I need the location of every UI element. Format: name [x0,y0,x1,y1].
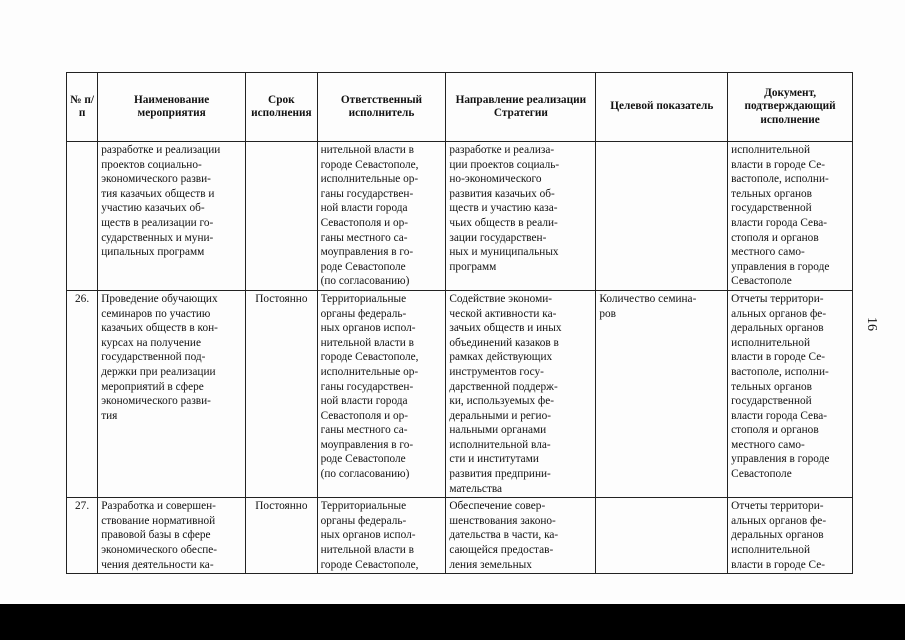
cell-line: казачьих обществ в кон- [101,322,218,335]
cell-line: исполнительные ор- [320,173,419,186]
cell-line: нительной власти в [320,144,414,156]
cell-line: ципальных программ [101,246,205,259]
scan-border [0,604,905,640]
cell-line: ществ в реализации го- [101,216,214,229]
cell-line: Севастополя и ор- [320,409,409,422]
header-document: Документ, подтверждающий исполнение [728,73,853,142]
cell-line: деральных органов [731,322,824,335]
cell-line: нительной власти в [320,544,414,557]
cell-line: ных органов испол- [320,322,416,335]
cell-line: Количество семина- [599,292,697,305]
cell-line: проектов социально- [101,158,202,171]
cell-line: государственной [731,202,812,215]
cell-line: органы федераль- [320,514,407,527]
header-target: Целевой показатель [596,73,728,142]
cell-line: правовой базы в сфере [101,529,211,542]
cell-line: власти города Сева- [731,216,828,229]
cell-resp [317,498,446,574]
cell-line: власти в городе Се- [731,558,825,571]
cell-line: органы федераль- [320,307,407,320]
cell-resp [317,142,446,291]
cell-line: ных и муниципальных [449,246,559,259]
cell-line: Отчеты территори- [731,500,824,513]
cell-line: роде Севастополе [320,453,406,466]
cell-line: Севастополе [731,275,792,288]
cell-line: местного само- [731,438,805,451]
cell-line: программ [449,260,497,273]
cell-line: (по согласованию) [320,468,410,481]
cell-line: нальными органами [449,424,547,437]
cell-line: Территориальные [320,500,407,513]
cell-dir [446,290,596,497]
cell-line: сударственных и муни- [101,231,214,244]
cell-term: Постоянно [246,290,317,497]
cell-line: нительной власти в [320,336,414,349]
row-number: 26. [67,290,98,497]
cell-line: развития казачьих об- [449,187,555,200]
cell-line: деральными и регио- [449,409,551,422]
cell-line: государственной под- [101,351,206,364]
cell-line: тельных органов [731,380,812,393]
cell-line: власти в городе Се- [731,158,825,171]
table-header-row [67,73,853,142]
cell-line: управления в городе [731,260,830,273]
cell-line: исполнительной [731,336,810,349]
cell-line: власти города Сева- [731,409,828,422]
cell-line: ганы местного са- [320,424,408,437]
cell-line: зации государствен- [449,231,547,244]
row-number [67,142,98,291]
cell-line: Содействие экономи- [449,292,553,305]
cell-line: вастополе, исполни- [731,365,829,378]
header-name: Наименование мероприятия [98,73,246,142]
cell-line: мательства [449,482,503,495]
cell-line: исполнительной вла- [449,438,551,451]
cell-line: стополя и органов [731,231,819,244]
cell-line: Территориальные [320,292,407,305]
cell-name [98,290,246,497]
cell-line: участию казачьих об- [101,202,205,215]
cell-line: тельных органов [731,187,812,200]
cell-target [596,290,728,497]
cell-line: Обеспечение совер- [449,500,546,513]
cell-line: исполнительной [731,144,810,156]
cell-line: инструментов госу- [449,365,544,378]
cell-line: местного само- [731,246,805,259]
cell-line: чьих обществ в реали- [449,216,558,229]
cell-line: зачьих обществ и иных [449,322,562,335]
cell-line: тия [101,409,118,422]
header-number: № п/п [67,73,98,142]
cell-line: ствование нормативной [101,514,216,527]
cell-line: управления в городе [731,453,830,466]
header-responsible: Ответственный исполнитель [317,73,446,142]
cell-name [98,142,246,291]
cell-line: шенствования законо- [449,514,556,527]
cell-resp [317,290,446,497]
cell-line: городе Севастополе, [320,351,419,364]
cell-line: сающейся предостав- [449,544,554,557]
cell-line: ных органов испол- [320,529,416,542]
cell-dir [446,142,596,291]
table-row [67,142,853,291]
cell-line: городе Севастополе, [320,158,419,171]
cell-line: государственной [731,395,812,408]
cell-doc [728,498,853,574]
cell-line: исполнительной [731,544,810,557]
cell-line: деральных органов [731,529,824,542]
cell-line: дарственной поддерж- [449,380,558,393]
cell-line: вастополе, исполни- [731,173,829,186]
cell-doc [728,290,853,497]
cell-line: экономического обеспе- [101,544,218,557]
cell-line: семинаров по участию [101,307,211,320]
cell-name [98,498,246,574]
cell-line: мероприятий в сфере [101,380,204,393]
cell-line: экономического разви- [101,173,211,186]
cell-line: ганы местного са- [320,231,408,244]
cell-line: альных органов фе- [731,514,827,527]
cell-line: Проведение обучающих [101,292,218,305]
cell-line: Разработка и совершен- [101,500,216,513]
cell-line: разработке и реализа- [449,144,555,156]
cell-term: Постоянно [246,498,317,574]
cell-line: моуправления в го- [320,438,414,451]
cell-line: экономического разви- [101,395,211,408]
cell-line: альных органов фе- [731,307,827,320]
cell-line: моуправления в го- [320,246,414,259]
action-plan-table [66,72,853,574]
cell-line: объединений казаков в [449,336,559,349]
row-number: 27. [67,498,98,574]
cell-line: ки, используемых фе- [449,395,555,408]
cell-target [596,498,728,574]
cell-line: исполнительные ор- [320,365,419,378]
cell-line: держки при реализации [101,365,216,378]
header-term: Срок исполнения [246,73,317,142]
cell-line: Севастополя и ор- [320,216,409,229]
cell-line: ления земельных [449,558,532,571]
cell-line: ществ и участию каза- [449,202,558,215]
cell-line: (по согласованию) [320,275,410,288]
cell-line: разработке и реализации [101,144,221,156]
cell-line: развития предприни- [449,468,551,481]
cell-line: Севастополе [731,468,792,481]
table-row [67,498,853,574]
cell-line: стополя и органов [731,424,819,437]
cell-line: тия казачьих обществ и [101,187,215,200]
cell-line: курсах на получение [101,336,201,349]
cell-line: власти в городе Се- [731,351,825,364]
cell-line: ганы государствен- [320,380,414,393]
header-direction: Направление реализации Стратегии [446,73,596,142]
table-row [67,290,853,497]
cell-line: но-экономического [449,173,542,186]
cell-line: сти и институтами [449,453,539,466]
cell-line: Отчеты территори- [731,292,824,305]
cell-line: дательства в части, ка- [449,529,559,542]
cell-line: ческой активности ка- [449,307,557,320]
page-number: 16 [864,317,879,331]
cell-line: рамках действующих [449,351,553,364]
cell-line: роде Севастополе [320,260,406,273]
cell-line: ной власти города [320,395,408,408]
cell-line: ной власти города [320,202,408,215]
cell-line: ции проектов социаль- [449,158,560,171]
cell-target [596,142,728,291]
cell-line: ганы государствен- [320,187,414,200]
cell-dir [446,498,596,574]
cell-line: городе Севастополе, [320,558,419,571]
cell-line: чения деятельности ка- [101,558,214,571]
cell-doc [728,142,853,291]
cell-term [246,142,317,291]
cell-line: ров [599,307,616,320]
